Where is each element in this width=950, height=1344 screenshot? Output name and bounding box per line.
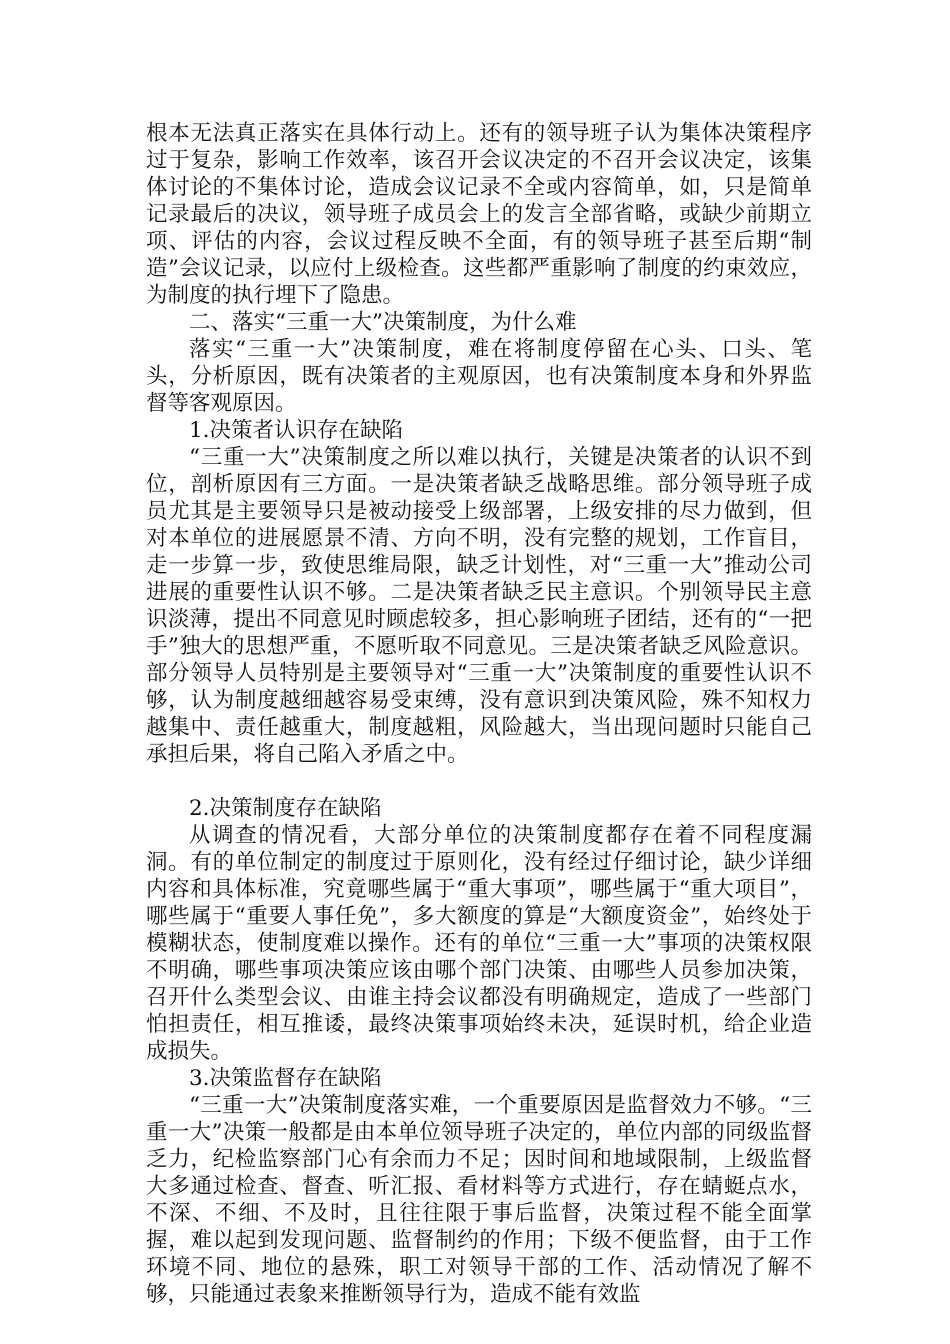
subsection-heading: 2.决策制度存在缺陷 (189, 796, 382, 821)
section-heading: 二、落实“三重一大”决策制度，为什么难 (189, 310, 577, 335)
body-paragraph: “三重一大”决策制度之所以难以执行，关键是决策者的认识不到位，剖析原因有三方面。一是决策者缺乏战略思维。部分领导班子成员尤其是主要领导只是被动接受上级部署，上级安排的尽力做到，但对本单位的进展愿景不清、方向不明，没有完整的规划，工作盲目，走一步算一步，致使思维局限，缺乏计划性，对“三重一大”推动公司进展的重要性认识不够。二是决策者缺乏民主意识。个别领导民主意识淡薄，提出不同意见时顾虑较多，担心影响班子团结，还有的“一把手”独大的思想严重，不愿听取不同意见。三是决策者缺乏风险意识。部分领导人员特别是主要领导对“三重一大”决策制度的重要性认识不够，认为制度越细越容易受束缚，没有意识到决策风险，殊不知权力越集中、责任越重大，制度越粗，风险越大，当出现问题时只能自己承担后果，将自己陷入矛盾之中。 (146, 445, 812, 767)
document-page (146, 120, 812, 1308)
body-paragraph: 从调查的情况看，大部分单位的决策制度都存在着不同程度漏洞。有的单位制定的制度过于原则化，没有经过仔细讨论，缺少详细内容和具体标准，究竟哪些属于“重大事项”，哪些属于“重大项目”，哪些属于“重要人事任免”，多大额度的算是“大额度资金”，始终处于模糊状态，使制度难以操作。还有的单位“三重一大”事项的决策权限不明确，哪些事项决策应该由哪个部门决策、由哪些人员参加决策，召开什么类型会议、由谁主持会议都没有明确规定，造成了一些部门怕担责任，相互推诿，最终决策事项始终未决，延误时机，给企业造成损失。 (146, 823, 812, 1064)
body-paragraph: 根本无法真正落实在具体行动上。还有的领导班子认为集体决策程序过于复杂，影响工作效率，该召开会议决定的不召开会议决定，该集体讨论的不集体讨论，造成会议记录不全或内容简单，如，只是简单记录最后的决议，领导班子成员会上的发言全部省略，或缺少前期立项、评估的内容，会议过程反映不全面，有的领导班子甚至后期“制造”会议记录，以应付上级检查。这些都严重影响了制度的约束效应，为制度的执行埋下了隐患。 (146, 121, 812, 308)
paragraph-spacer (146, 768, 812, 795)
subsection-heading: 3.决策监督存在缺陷 (189, 1066, 382, 1091)
body-paragraph: 落实“三重一大”决策制度，难在将制度停留在心头、口头、笔头，分析原因，既有决策者的主观原因，也有决策制度本身和外界监督等客观原因。 (146, 337, 812, 416)
body-paragraph: “三重一大”决策制度落实难，一个重要原因是监督效力不够。“三重一大”决策一般都是由本单位领导班子决定的，单位内部的同级监督乏力，纪检监察部门心有余而力不足；因时间和地域限制，上级监督大多通过检查、督查、听汇报、看材料等方式进行，存在蜻蜓点水，不深、不细、不及时，且往往限于事后监督，决策过程不能全面掌握，难以起到发现问题、监督制约的作用；下级不便监督，由于工作环境不同、地位的悬殊，职工对领导干部的工作、活动情况了解不够，只能通过表象来推断领导行为，造成不能有效监 (146, 1093, 812, 1307)
subsection-heading: 1.决策者认识存在缺陷 (189, 418, 404, 443)
